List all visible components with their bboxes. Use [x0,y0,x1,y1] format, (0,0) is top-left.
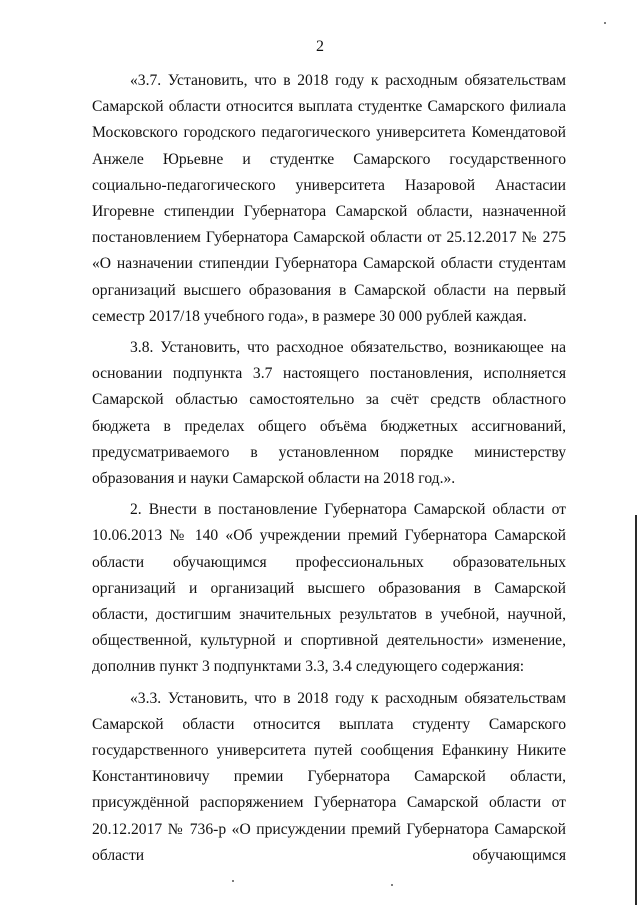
document-body [92,68,566,869]
scan-speck [391,884,393,886]
scan-speck [232,880,234,882]
scan-edge-mark [635,515,637,905]
scan-speck [604,22,606,24]
paragraph-2: 2. Внести в постановление Губернатора Самарской области от 10.06.2013 № 140 «Об учреждении премий Губернатора Самарской области обучающимся профессиональных образовательных организаций и организаций высшего образования в Самарской области, достигшим значительных результатов в учебной, научной, общественной, культурной и спортивной деятельности» изменение, дополнив пункт 3 подпунктами 3.3, 3.4 следующего содержания: [92,501,566,676]
paragraph-3-8: 3.8. Установить, что расходное обязательство, возникающее на основании подпункта 3.7 настоящего постановления, исполняется Самарской областью самостоятельно за счёт средств областного бюджета в пределах общего объёма бюджетных ассигнований, предусматриваемого в установленном порядке министерству образования и науки Самарской области на 2018 год.». [92,339,566,488]
paragraph-3-3: «3.3. Установить, что в 2018 году к расходным обязательствам Самарской области относится выплата студенту Самарского государственного университета путей сообщения Ефанкину Никите Константиновичу премии Губернатора Самарской области, присуждённой распоряжением Губернатора Самарской области от 20.12.2017 № 736-р «О присуждении премий Губернатора Самарской области обучающимся [92,689,566,864]
page-number: 2 [316,38,324,55]
paragraph-3-7: «3.7. Установить, что в 2018 году к расходным обязательствам Самарской области относится выплата студентке Самарского филиала Московского городского педагогического университета Комендатовой Анжеле Юрьевне и студентке Самарского государственного социально-педагогического университета Назаровой Анастасии Игоревне стипендии Губернатора Самарской области, назначенной постановлением Губернатора Самарской области от 25.12.2017 № 275 «О назначении стипендии Губернатора Самарской области студентам организаций высшего образования в Самарской области на первый семестр 2017/18 учебного года», в размере 30 000 рублей каждая. [92,72,566,325]
